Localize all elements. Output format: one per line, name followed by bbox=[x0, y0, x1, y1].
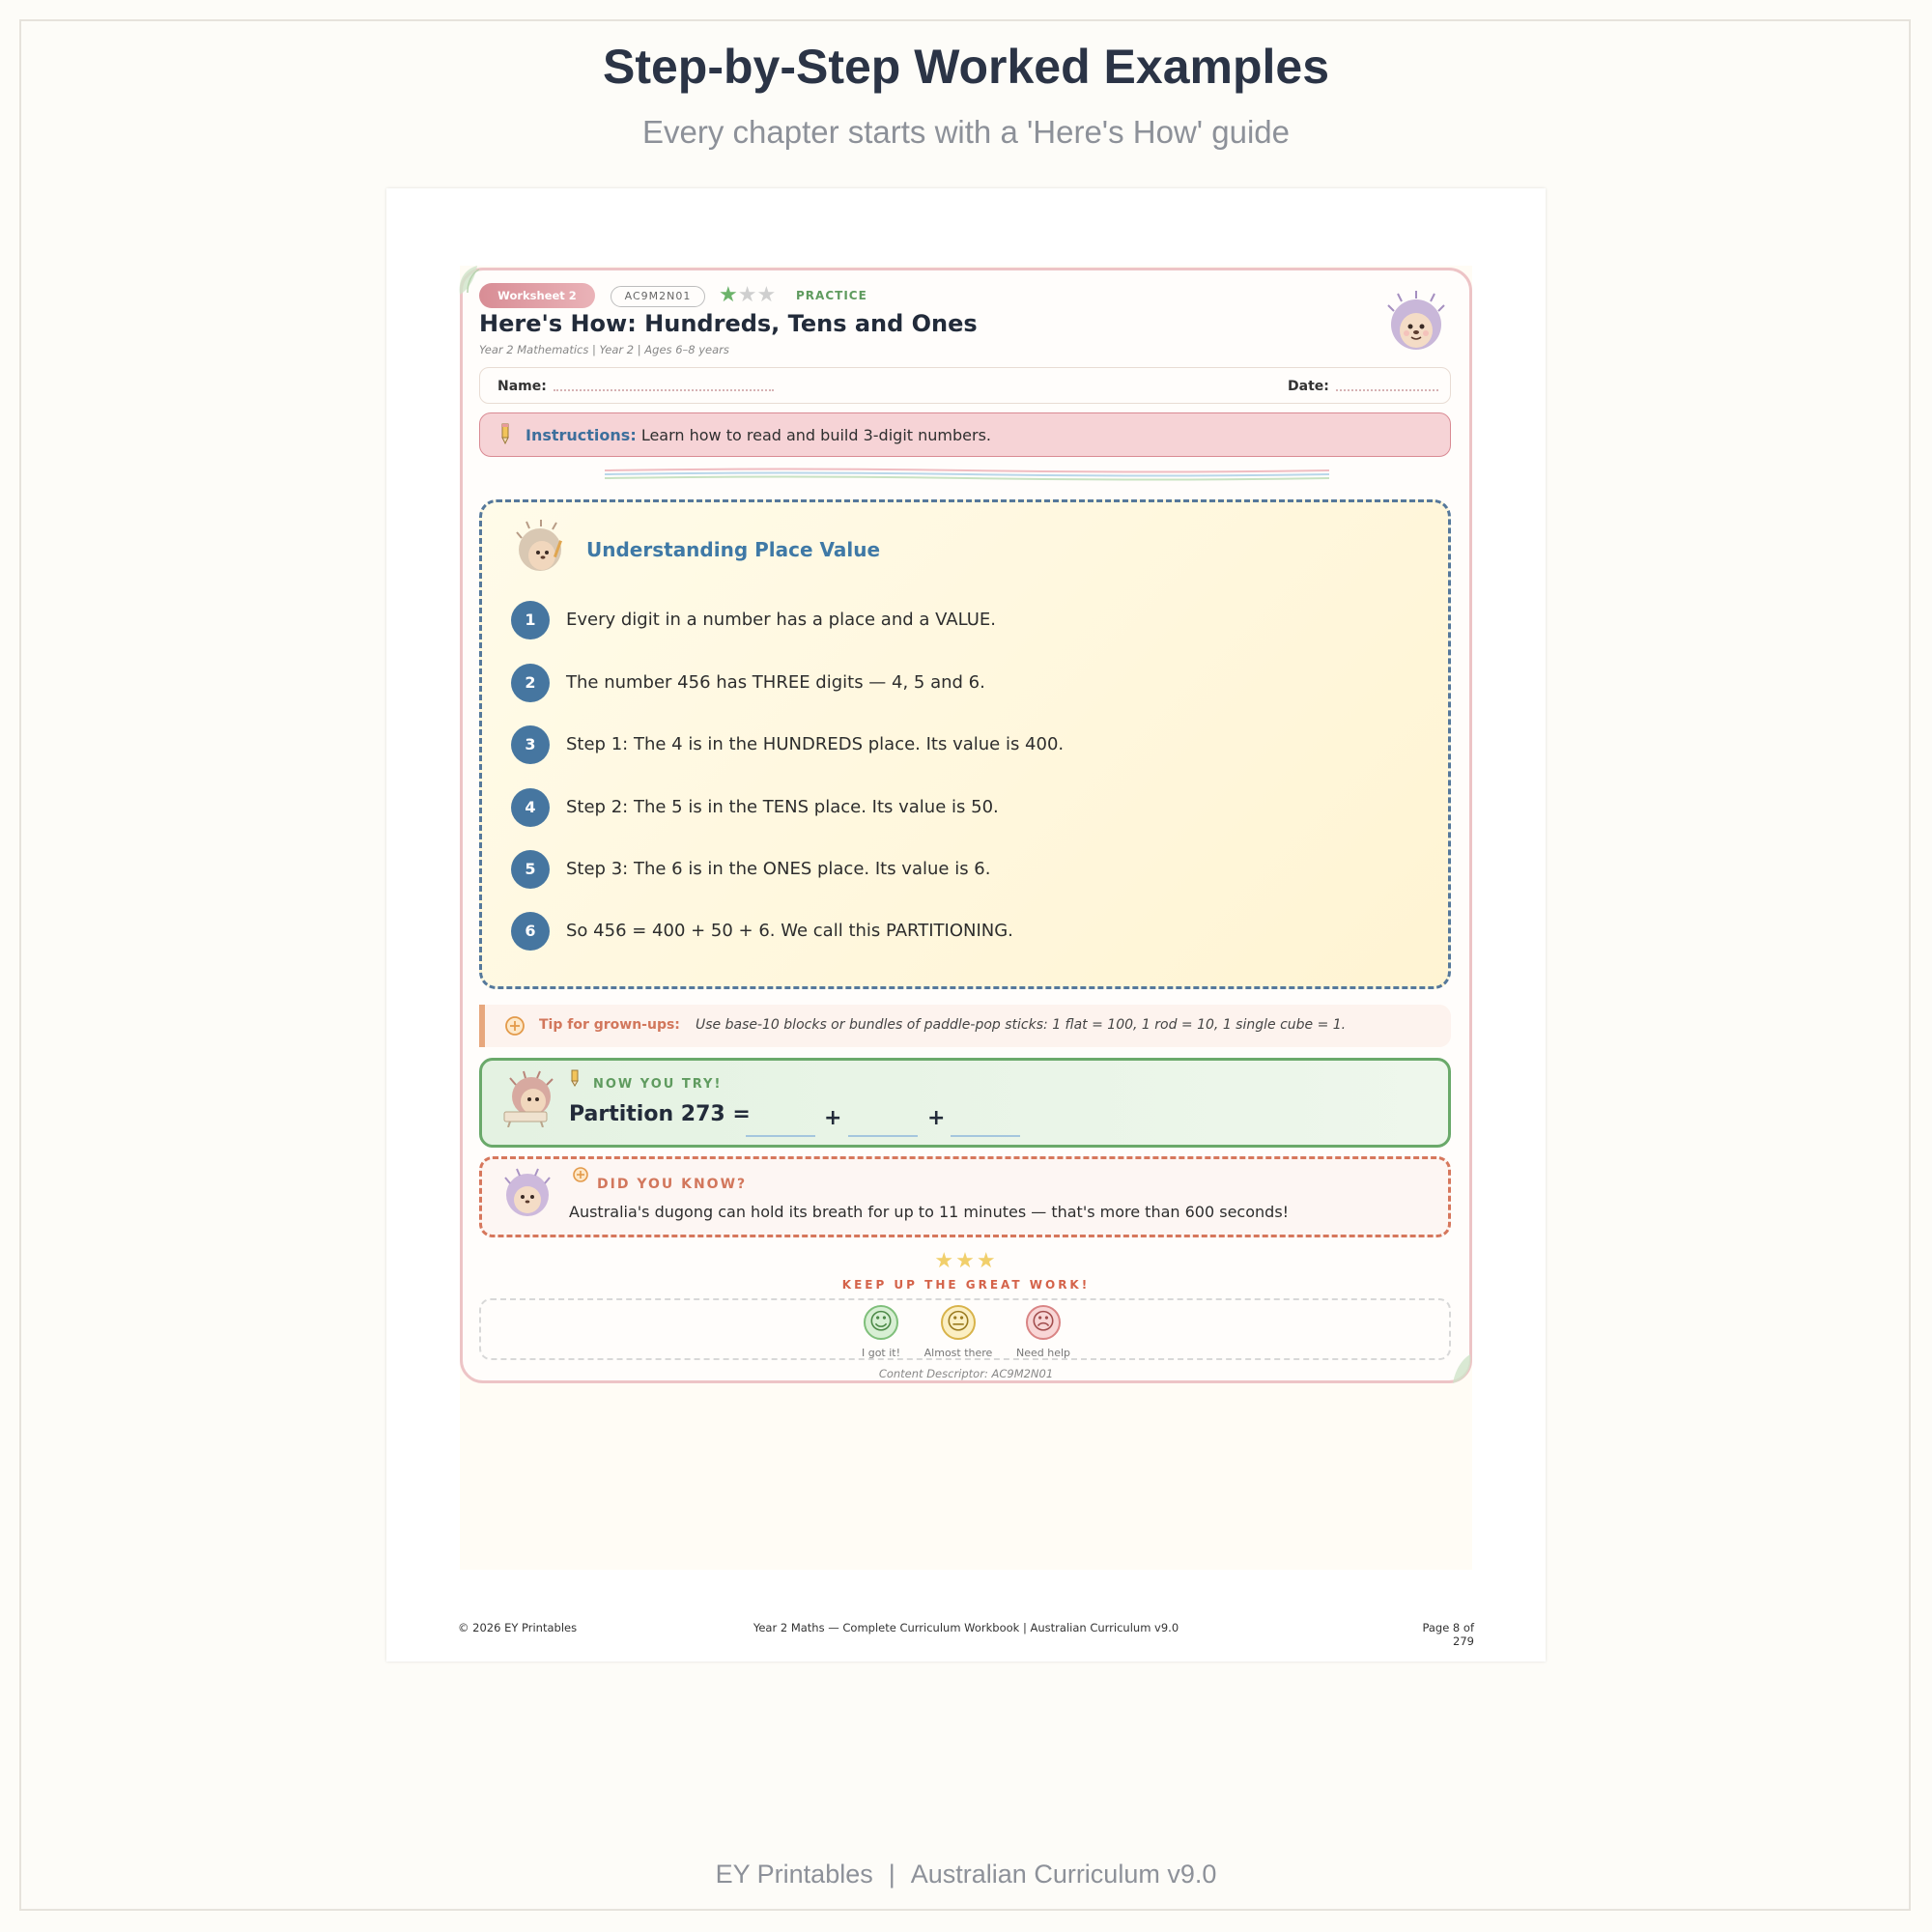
date-field[interactable] bbox=[1336, 389, 1438, 391]
step-number-badge: 5 bbox=[511, 850, 550, 889]
hedgehog-mascot-icon bbox=[514, 519, 570, 575]
curriculum-name: Australian Curriculum v9.0 bbox=[910, 1860, 1217, 1889]
step-text: So 456 = 400 + 50 + 6. We call this PARTITIONING. bbox=[566, 921, 1013, 941]
hedgehog-mascot-icon bbox=[502, 1168, 553, 1218]
self-assess-label: Almost there bbox=[923, 1347, 993, 1359]
hero-title: Step-by-Step Worked Examples bbox=[602, 40, 1330, 94]
happy-face-icon[interactable]: ☺ bbox=[864, 1305, 898, 1340]
sad-face-icon[interactable]: ☹ bbox=[1026, 1305, 1061, 1340]
difficulty-stars bbox=[719, 283, 776, 308]
did-you-know-text: Australia's dugong can hold its breath for up to 11 minutes — that's more than 600 seconds! bbox=[569, 1203, 1290, 1221]
worksheet-title: Here's How: Hundreds, Tens and Ones bbox=[479, 310, 978, 337]
hero-subtitle: Every chapter starts with a 'Here's How' guide bbox=[641, 114, 1290, 150]
self-assess-label: I got it! bbox=[861, 1347, 901, 1359]
neutral-face-icon[interactable]: 😐 bbox=[941, 1305, 976, 1340]
answer-blank-tens[interactable] bbox=[848, 1135, 918, 1137]
footer-copyright: © 2026 EY Printables bbox=[458, 1621, 578, 1634]
name-field[interactable] bbox=[554, 389, 774, 391]
lightbulb-icon bbox=[572, 1167, 589, 1184]
plus-sign: + bbox=[824, 1106, 842, 1130]
plus-sign: + bbox=[927, 1106, 946, 1130]
leaf-decoration-icon bbox=[456, 264, 481, 297]
hedgehog-writing-icon bbox=[500, 1069, 558, 1127]
worksheet-page bbox=[386, 188, 1546, 1662]
footer-page-number: Page 8 of 279 bbox=[1422, 1621, 1474, 1648]
encourage-stars-icon: ★★★ bbox=[934, 1249, 998, 1273]
place-value-title: Understanding Place Value bbox=[586, 538, 881, 561]
step-number-badge: 3 bbox=[511, 725, 550, 764]
step-number-badge: 4 bbox=[511, 788, 550, 827]
brand-name: EY Printables bbox=[715, 1860, 873, 1889]
step-text: Step 2: The 5 is in the TENS place. Its value is 50. bbox=[566, 797, 999, 817]
answer-blank-hundreds[interactable] bbox=[746, 1135, 815, 1137]
now-you-try-label: NOW YOU TRY! bbox=[593, 1077, 723, 1092]
did-you-know-label: DID YOU KNOW? bbox=[597, 1177, 748, 1192]
tip-text: Use base-10 blocks or bundles of paddle-pop sticks: 1 flat = 100, 1 rod = 10, 1 single cube = 1. bbox=[696, 1017, 1347, 1033]
star-filled-icon: ★ bbox=[719, 283, 738, 307]
credit-separator: | bbox=[888, 1860, 895, 1889]
difficulty-level: PRACTICE bbox=[796, 289, 867, 302]
tip-bar bbox=[479, 1005, 1451, 1047]
did-you-know-box bbox=[479, 1156, 1451, 1237]
bottom-credit bbox=[0, 1860, 1932, 1889]
lightbulb-icon bbox=[504, 1015, 526, 1037]
tip-label: Tip for grown-ups: bbox=[539, 1017, 680, 1033]
pencil-icon bbox=[499, 423, 511, 444]
answer-blank-ones[interactable] bbox=[951, 1135, 1020, 1137]
wavy-divider bbox=[605, 467, 1329, 482]
star-empty-icon: ★ bbox=[737, 283, 757, 307]
name-label: Name: bbox=[497, 379, 547, 394]
instructions-label: Instructions: bbox=[526, 426, 637, 444]
encourage-text: KEEP UP THE GREAT WORK! bbox=[841, 1278, 1091, 1292]
instructions-text: Learn how to read and build 3-digit numbers. bbox=[640, 426, 991, 444]
curriculum-code-pill: AC9M2N01 bbox=[611, 286, 705, 307]
step-text: Step 1: The 4 is in the HUNDREDS place. Its value is 400. bbox=[566, 734, 1065, 754]
worksheet-badge: Worksheet 2 bbox=[479, 283, 595, 308]
pencil-icon bbox=[570, 1069, 580, 1087]
step-text: The number 456 has THREE digits — 4, 5 and 6. bbox=[566, 672, 985, 693]
partition-equation: Partition 273 = bbox=[569, 1102, 751, 1126]
content-descriptor: Content Descriptor: AC9M2N01 bbox=[878, 1367, 1054, 1380]
step-text: Step 3: The 6 is in the ONES place. Its value is 6. bbox=[566, 859, 991, 879]
step-number-badge: 1 bbox=[511, 601, 550, 639]
hedgehog-mascot-icon bbox=[1384, 290, 1448, 354]
instructions-bar bbox=[479, 412, 1451, 457]
step-number-badge: 6 bbox=[511, 912, 550, 951]
footer-title: Year 2 Maths — Complete Curriculum Workbook | Australian Curriculum v9.0 bbox=[753, 1621, 1179, 1634]
name-date-row bbox=[479, 367, 1451, 404]
worksheet-meta: Year 2 Mathematics | Year 2 | Ages 6–8 years bbox=[479, 343, 729, 356]
star-empty-icon: ★ bbox=[756, 283, 777, 307]
date-label: Date: bbox=[1288, 379, 1329, 394]
step-number-badge: 2 bbox=[511, 664, 550, 702]
self-assess-label: Need help bbox=[1015, 1347, 1071, 1359]
step-text: Every digit in a number has a place and a VALUE. bbox=[566, 610, 997, 630]
